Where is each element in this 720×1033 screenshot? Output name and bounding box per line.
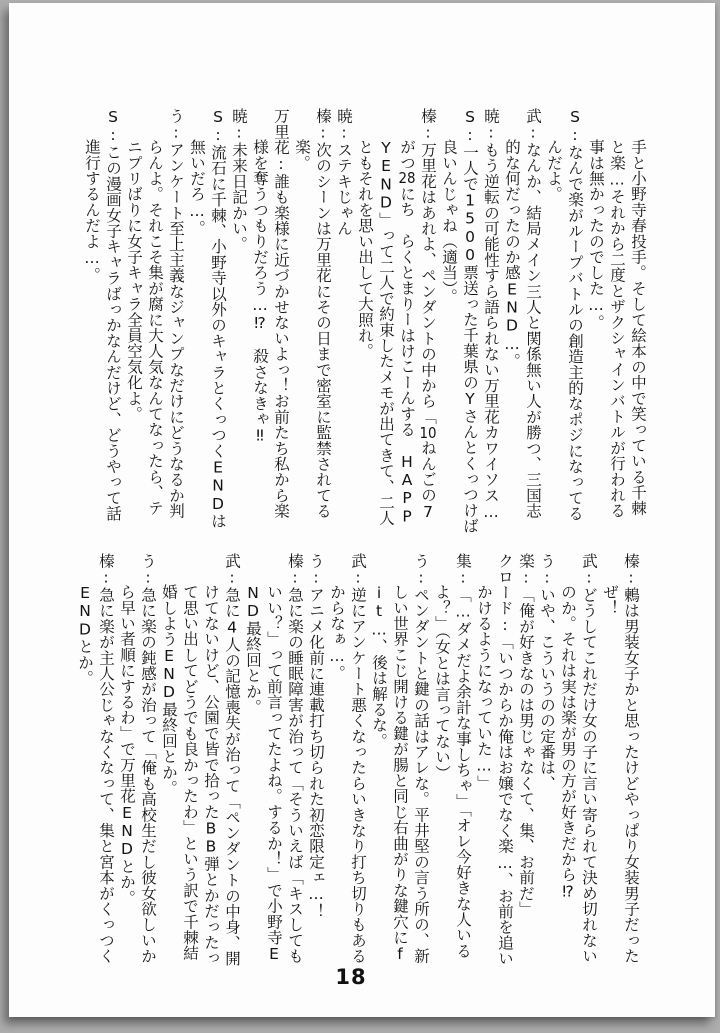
- text-column: 手と小野寺春投手。そして絵本の中で笑っている千棘: [629, 139, 647, 516]
- text-column: けてないけど、公園で皆で拾ったBB弾とかだったっ: [202, 584, 220, 966]
- bottom-text-block: [74, 553, 641, 968]
- text-column: からなぁ…。: [328, 584, 346, 681]
- text-column: 無いだろ…。: [188, 139, 206, 236]
- text-column: クロード:「いつからか俺はお嬢でなく楽…、お前を追い: [496, 553, 514, 967]
- text-column: 様を奪うつもりだろう…⁉ 殺さなきゃ‼: [251, 139, 269, 445]
- text-column: ら早い者順にするわ」で万里花ENDとか。: [118, 584, 136, 906]
- text-column: 万里花:誰も楽様に近づかせないよっ！お前たち私から楽: [272, 108, 290, 519]
- text-column: ND最終回とか。: [244, 584, 262, 715]
- text-column: 武:逆にアンケート悪くなったらいきなり打ち切りもある: [349, 553, 367, 964]
- text-column: 榛:鶫は男装女子かと思ったけどやっぱり女装男子だった: [622, 553, 640, 964]
- text-column: て思い出してどうでも良かったわ」という訳で千棘結: [181, 584, 199, 961]
- text-column: 集:「…ダメだよ余計な事しちゃ」「オレ今好きな人いる: [454, 553, 472, 959]
- text-column: ぜ！: [601, 584, 619, 616]
- text-column: it…、後は解るな。: [370, 584, 388, 749]
- text-column: 婚しようEND最終回とか。: [160, 584, 178, 796]
- tate-chu-yoko-number: 10: [419, 424, 437, 440]
- text-column: S:一人で1500票送った千葉県のYさんとくっつけば: [461, 108, 479, 534]
- top-text-block: [81, 108, 648, 534]
- text-column: らんよ。それこそ集が腐に大人気なんてなったら、テ: [146, 139, 164, 516]
- text-column: 事は無かったのでした…。: [587, 139, 605, 330]
- text-column: 進行するんだよ…。: [83, 139, 101, 283]
- text-column: がつ28にち らくとまりーはけこーんする HAPP: [398, 139, 416, 526]
- text-column: のか。それは実は楽が男の方が好きだから⁉: [559, 584, 577, 901]
- text-column: んだよ。: [545, 139, 563, 202]
- page: [9, 3, 715, 1017]
- text-column: 暁:ステキじゃん: [335, 108, 353, 237]
- text-column: 榛:急に楽が主人公じゃなくなって、集と宮本がくっつく: [97, 553, 115, 964]
- text-column: いい？」って前言ってたよね。するか！」で小野寺E: [265, 584, 283, 964]
- text-column: う:急に楽の鈍感が治って「俺も高校生だし彼女欲しいか: [139, 553, 157, 964]
- text-column: S:流石に千棘、小野寺以外のキャラとくっつくENDは: [209, 108, 227, 529]
- text-column: S:この漫画女子キャラばっかなんだけど、どうやって話: [104, 108, 122, 522]
- text-column: 武:どうしてこれだけ女の子に言い寄られて決め切れない: [580, 553, 598, 964]
- text-column: よ？」（女とは言ってない）: [433, 584, 451, 781]
- text-column: しい世界こじ開ける鍵が腸と同じ右曲がりな鍵穴にf: [391, 584, 409, 964]
- text-column: 榛:次のシーンは万里花にその日まで密室に監禁されてる: [314, 108, 332, 519]
- text-column: 榛:万里花はあれよ、ペンダントの中から「10ねんごの7: [419, 108, 437, 521]
- text-column: 榛:急に楽の睡眠障害が治って「そういえば「キスしても: [286, 553, 304, 964]
- text-column: う:アンケート至上主義なジャンプなだけにどうなるか判: [167, 108, 185, 519]
- text-column: 武:急に4人の記憶喪失が治って「ペンダントの中身、開: [223, 553, 241, 967]
- text-column: と楽…それから二度とザクシャインバトルが行われる: [608, 139, 626, 519]
- text-column: かけるようになっていた…」: [475, 584, 493, 791]
- text-column: 武:なんか、結局メイン三人と関係無い人が勝つ、三国志: [524, 108, 542, 519]
- text-column: 的な何だったのか感END…。: [503, 139, 521, 369]
- text-column: 楽。: [293, 139, 311, 171]
- text-column: う:いや、こういうのの定番は、: [538, 553, 556, 791]
- text-column: 楽:「俺が好きなのは男じゃなくて、集、お前だ」: [517, 553, 535, 917]
- text-column: ニプリばりに女子キャラ全員空気化よ。: [125, 139, 143, 422]
- text-column: S:なんで楽がループバトルの創造主的なポジになってる: [566, 108, 584, 522]
- text-column: ともそれを思い出して大照れ。: [356, 139, 374, 359]
- text-column: YEND」って二人で約束したメモが出てきて、二人: [377, 139, 395, 526]
- text-column: ENDとか。: [76, 584, 94, 686]
- tate-chu-yoko-number: 28: [398, 170, 416, 186]
- text-column: 良いんじゃね（適当）。: [440, 139, 458, 304]
- text-column: う:アニメ化前に連載打ち切られた初恋限定ェ…！: [307, 553, 325, 920]
- page-number: 18: [335, 965, 367, 989]
- text-column: 暁:もう逆転の可能性すら語られない万里花カワイソス…: [482, 108, 500, 522]
- text-column: う:ペンダントと鍵の話はアレな。平井堅の言う所の、新: [412, 553, 430, 964]
- text-column: 暁:未来日記かい。: [230, 108, 248, 252]
